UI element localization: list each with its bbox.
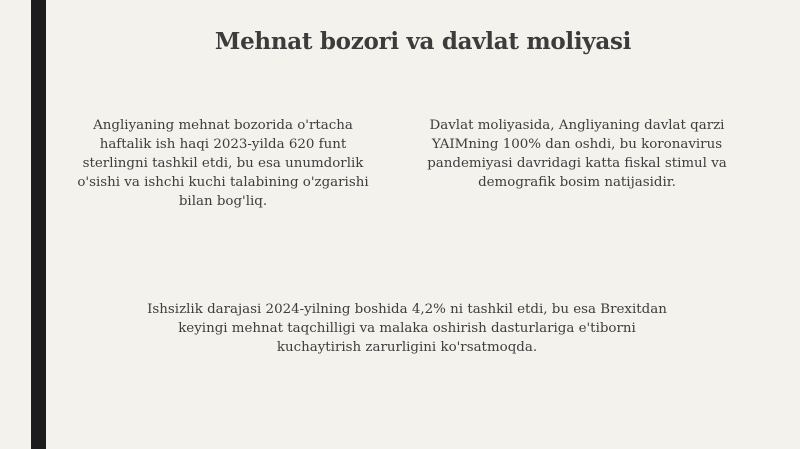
slide-title: Mehnat bozori va davlat moliyasi [214, 28, 632, 55]
decorative-left-bar [31, 0, 46, 449]
public-debt-paragraph: Davlat moliyasida, Angliyaning davlat qarzi YAIMning 100% dan oshdi, bu koronavirus pandemiyasi davridagi katta fiskal stimul va demografik bosim natijasidir. [427, 118, 727, 190]
unemployment-paragraph: Ishsizlik darajasi 2024-yilning boshida 4,2% ni tashkil etdi, bu esa Brexitdan keyingi mehnat taqchilligi va malaka oshirish dasturlariga e'tiborni kuchaytirish zarurligini ko'rsatmoqda. [147, 302, 667, 355]
wages-paragraph: Angliyaning mehnat bozorida o'rtacha haftalik ish haqi 2023-yilda 620 funt sterlingni tashkil etdi, bu esa unumdorlik o'sishi va ishchi kuchi talabining o'zgarishi bilan bog'liq. [77, 118, 369, 209]
